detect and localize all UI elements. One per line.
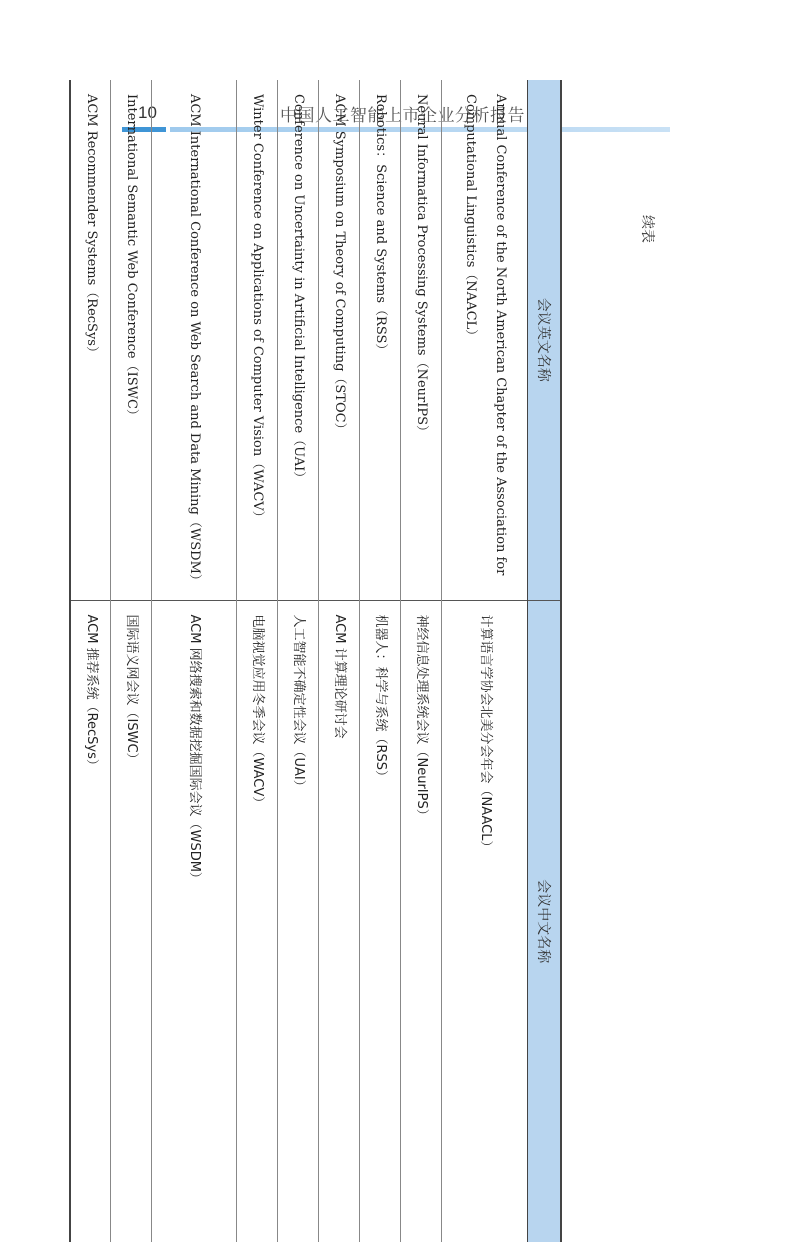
page-number: 10 — [138, 103, 157, 122]
english-name-cell: ACM International Conference on Web Search and Data Mining（WSDM） — [152, 80, 237, 600]
english-name-cell: ACM Recommender Systems（RecSys） — [70, 80, 111, 600]
table-row — [360, 80, 401, 1242]
table-header-row — [528, 80, 561, 1242]
chinese-name-cell: ACM 推荐系统（RecSys） — [70, 600, 111, 1242]
table-row — [111, 80, 152, 1242]
table-row — [401, 80, 442, 1242]
chinese-name-cell: 计算语言学协会北美分会年会（NAACL） — [442, 600, 528, 1242]
english-name-cell: Annual Conference of the North American Chapter of the Association for Computational Linguistics（NAACL） — [442, 80, 528, 600]
continued-label: 续表 — [639, 215, 655, 243]
conference-table — [69, 80, 562, 1242]
running-title: 中国人工智能上市企业分析报告 — [280, 106, 525, 126]
chinese-name-cell: 人工智能不确定性会议（UAI） — [278, 600, 319, 1242]
english-name-cell: Robotics：Science and Systems（RSS） — [360, 80, 401, 600]
table-row — [278, 80, 319, 1242]
chinese-name-cell: 机器人：科学与系统（RSS） — [360, 600, 401, 1242]
english-name-cell: Winter Conference on Applications of Computer Vision（WACV） — [237, 80, 278, 600]
table-row — [152, 80, 237, 1242]
english-name-cell: International Semantic Web Conference（ISWC） — [111, 80, 152, 600]
conference-table-wrapper — [72, 80, 562, 1242]
column-header-english-name: 会议英文名称 — [528, 80, 561, 600]
chinese-name-cell: 电脑视觉应用冬季会议（WACV） — [237, 600, 278, 1242]
english-name-cell: ACM Symposium on Theory of Computing（STOC） — [319, 80, 360, 600]
english-name-cell: Conference on Uncertainty in Artificial Intelligence（UAI） — [278, 80, 319, 600]
chinese-name-cell: 神经信息处理系统会议（NeurIPS） — [401, 600, 442, 1242]
table-row — [319, 80, 360, 1242]
table-row — [442, 80, 528, 1242]
english-name-cell: Neural Informatica Processing Systems（NeurIPS） — [401, 80, 442, 600]
chinese-name-cell: ACM 网络搜索和数据挖掘国际会议（WSDM） — [152, 600, 237, 1242]
chinese-name-cell: ACM 计算理论研讨会 — [319, 600, 360, 1242]
table-row — [237, 80, 278, 1242]
table-row — [70, 80, 111, 1242]
chinese-name-cell: 国际语义网会议（ISWC） — [111, 600, 152, 1242]
column-header-chinese-name: 会议中文名称 — [528, 600, 561, 1242]
